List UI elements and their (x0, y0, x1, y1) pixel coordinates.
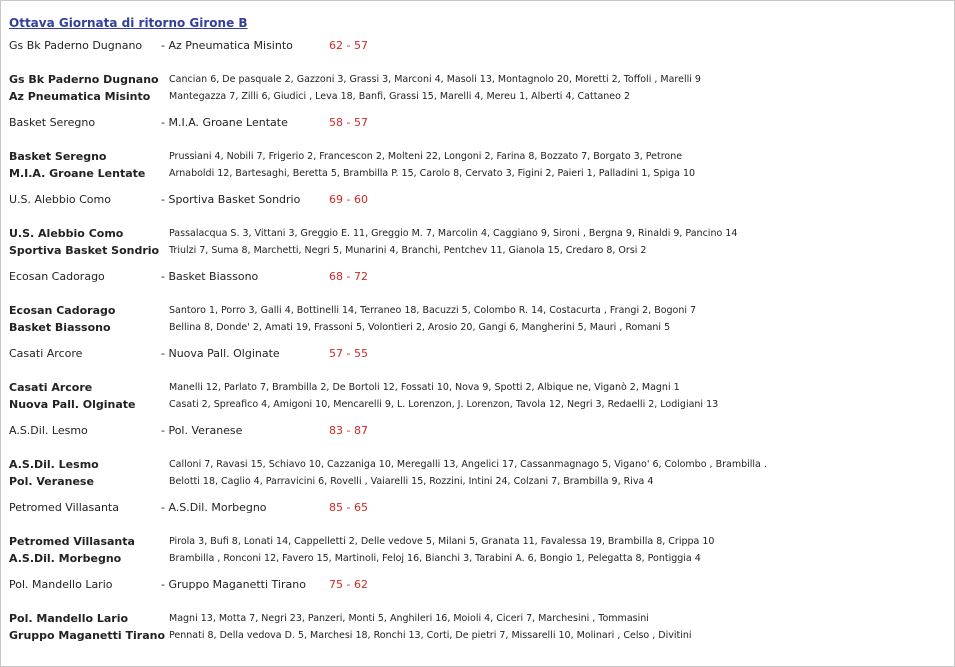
match-home-team: Casati Arcore (9, 347, 83, 360)
match-score: 57 - 55 (329, 347, 368, 360)
home-team-scorers: Calloni 7, Ravasi 15, Schiavo 10, Cazzaniga 10, Meregalli 13, Angelici 17, Cassanmagnago 5, Vigano' 6, Colombo , Brambilla . (169, 459, 767, 470)
home-team-name: Petromed Villasanta (9, 535, 135, 548)
home-team-name: A.S.Dil. Lesmo (9, 458, 99, 471)
match-home-team: Ecosan Cadorago (9, 270, 105, 283)
away-team-name: Pol. Veranese (9, 475, 94, 488)
game-block (1, 346, 954, 424)
away-team-name: Nuova Pall. Olginate (9, 398, 136, 411)
match-home-team: U.S. Alebbio Como (9, 193, 111, 206)
match-score: 62 - 57 (329, 39, 368, 52)
home-team-scorers: Manelli 12, Parlato 7, Brambilla 2, De Bortoli 12, Fossati 10, Nova 9, Spotti 2, Albique ne, Viganò 2, Magni 1 (169, 382, 680, 393)
match-score: 83 - 87 (329, 424, 368, 437)
away-team-name: Basket Biassono (9, 321, 111, 334)
match-away-team: - Pol. Veranese (161, 424, 243, 437)
match-away-team: - A.S.Dil. Morbegno (161, 501, 267, 514)
match-away-team: - Az Pneumatica Misinto (161, 39, 293, 52)
away-team-scorers: Mantegazza 7, Zilli 6, Giudici , Leva 18, Banfi, Grassi 15, Marelli 4, Mereu 1, Alberti 4, Cattaneo 2 (169, 91, 631, 102)
away-team-scorers: Casati 2, Spreafico 4, Amigoni 10, Mencarelli 9, L. Lorenzon, J. Lorenzon, Tavola 12, Negri 3, Redaelli 2, Lodigiani 13 (169, 399, 719, 410)
match-home-team: Basket Seregno (9, 116, 96, 129)
match-home-team: A.S.Dil. Lesmo (9, 424, 88, 437)
home-team-name: Pol. Mandello Lario (9, 612, 129, 625)
away-team-name: Az Pneumatica Misinto (9, 90, 151, 103)
home-team-scorers: Magni 13, Motta 7, Negri 23, Panzeri, Monti 5, Anghileri 16, Moioli 4, Ciceri 7, Marchesini , Tommasini (169, 613, 649, 624)
match-away-team: - Nuova Pall. Olginate (161, 347, 280, 360)
match-score: 69 - 60 (329, 193, 368, 206)
away-team-name: M.I.A. Groane Lentate (9, 167, 146, 180)
match-score: 68 - 72 (329, 270, 368, 283)
away-team-scorers: Triulzi 7, Suma 8, Marchetti, Negri 5, Munarini 4, Branchi, Pentchev 11, Gianola 15, Credaro 8, Orsi 2 (169, 245, 647, 256)
away-team-name: Gruppo Maganetti Tirano (9, 629, 166, 642)
home-team-name: Basket Seregno (9, 150, 107, 163)
home-team-scorers: Prussiani 4, Nobili 7, Frigerio 2, Francescon 2, Molteni 22, Longoni 2, Farina 8, Bozzato 7, Borgato 3, Petrone (169, 151, 683, 162)
game-block (1, 269, 954, 347)
game-block (1, 577, 954, 655)
home-team-scorers: Passalacqua S. 3, Vittani 3, Greggio E. 11, Greggio M. 7, Marcolin 4, Caggiano 9, Sironi , Bergna 9, Rinaldi 9, Pancino 14 (169, 228, 738, 239)
match-home-team: Pol. Mandello Lario (9, 578, 113, 591)
away-team-scorers: Brambilla , Ronconi 12, Favero 15, Martinoli, Feloj 16, Bianchi 3, Tarabini A. 6, Bongio 1, Pelegatta 8, Pontiggia 4 (169, 553, 701, 564)
page-title[interactable]: Ottava Giornata di ritorno Girone B (9, 16, 248, 30)
home-team-scorers: Cancian 6, De pasquale 2, Gazzoni 3, Grassi 3, Marconi 4, Masoli 13, Montagnolo 20, Moretti 2, Toffoli , Marelli 9 (169, 74, 701, 85)
match-away-team: - Gruppo Maganetti Tirano (161, 578, 306, 591)
match-home-team: Petromed Villasanta (9, 501, 119, 514)
away-team-scorers: Bellina 8, Donde' 2, Amati 19, Frassoni 5, Volontieri 2, Arosio 20, Gangi 6, Mangherini 5, Mauri , Romani 5 (169, 322, 671, 333)
home-team-name: U.S. Alebbio Como (9, 227, 124, 240)
match-away-team: - Sportiva Basket Sondrio (161, 193, 301, 206)
away-team-name: A.S.Dil. Morbegno (9, 552, 122, 565)
away-team-scorers: Belotti 18, Caglio 4, Parravicini 6, Rovelli , Vaiarelli 15, Rozzini, Intini 24, Colzani 7, Brambilla 9, Riva 4 (169, 476, 654, 487)
game-block (1, 38, 954, 116)
home-team-scorers: Pirola 3, Bufi 8, Lonati 14, Cappelletti 2, Delle vedove 5, Milani 5, Granata 11, Favalessa 19, Brambilla 8, Crippa 10 (169, 536, 715, 547)
away-team-scorers: Arnaboldi 12, Bartesaghi, Beretta 5, Brambilla P. 15, Carolo 8, Cervato 3, Figini 2, Paieri 1, Palladini 1, Spiga 10 (169, 168, 696, 179)
game-block (1, 423, 954, 501)
match-score: 58 - 57 (329, 116, 368, 129)
home-team-name: Gs Bk Paderno Dugnano (9, 73, 159, 86)
match-score: 85 - 65 (329, 501, 368, 514)
away-team-name: Sportiva Basket Sondrio (9, 244, 160, 257)
home-team-scorers: Santoro 1, Porro 3, Galli 4, Bottinelli 14, Terraneo 18, Bacuzzi 5, Colombo R. 14, Costacurta , Frangi 2, Bogoni 7 (169, 305, 697, 316)
away-team-scorers: Pennati 8, Della vedova D. 5, Marchesi 18, Ronchi 13, Corti, De pietri 7, Missarelli 10, Molinari , Celso , Divitini (169, 630, 692, 641)
home-team-name: Casati Arcore (9, 381, 93, 394)
match-home-team: Gs Bk Paderno Dugnano (9, 39, 143, 52)
game-block (1, 115, 954, 193)
game-block (1, 500, 954, 578)
home-team-name: Ecosan Cadorago (9, 304, 116, 317)
match-away-team: - Basket Biassono (161, 270, 259, 283)
match-away-team: - M.I.A. Groane Lentate (161, 116, 288, 129)
match-score: 75 - 62 (329, 578, 368, 591)
game-block (1, 192, 954, 270)
